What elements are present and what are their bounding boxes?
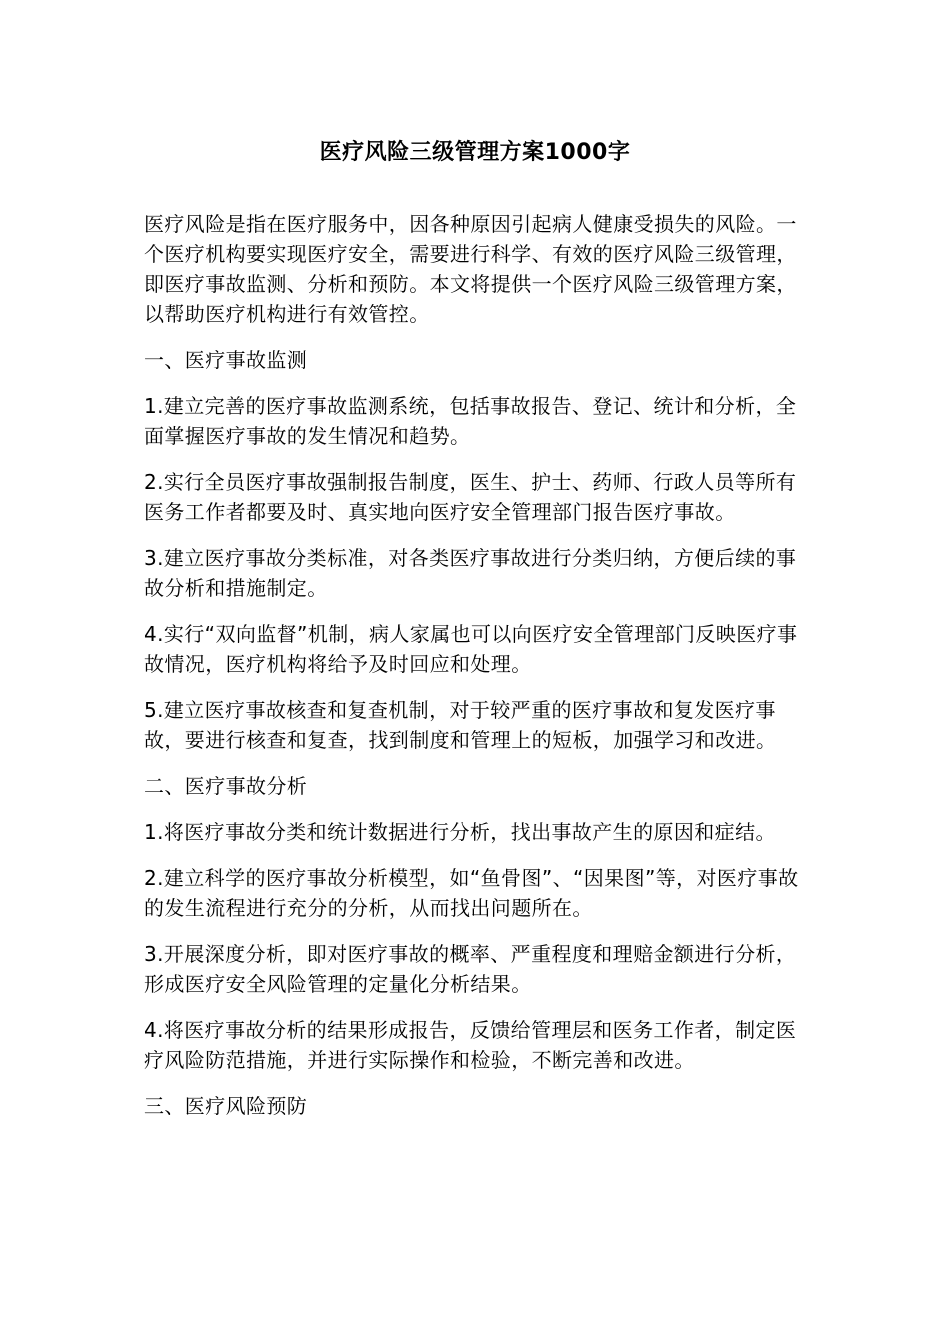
list-item: 1.将医疗事故分类和统计数据进行分析，找出事故产生的原因和症结。 [144,820,776,844]
intro-paragraph: 医疗风险是指在医疗服务中，因各种原因引起病人健康受损失的风险。一个医疗机构要实现医疗安全，需要进行科学、有效的医疗风险三级管理，即医疗事故监测、分析和预防。本文将提供一个医疗风险三级管理方案，以帮助医疗机构进行有效管控。 [144,212,797,326]
document-title: 医疗风险三级管理方案1000字 [319,140,631,165]
list-item: 4.实行“双向监督”机制，病人家属也可以向医疗安全管理部门反映医疗事故情况，医疗机构将给予及时回应和处理。 [144,622,798,676]
list-item: 2.实行全员医疗事故强制报告制度，医生、护士、药师、行政人员等所有医务工作者都要及时、真实地向医疗安全管理部门报告医疗事故。 [144,470,797,524]
document-body [144,209,808,1137]
list-item: 1.建立完善的医疗事故监测系统，包括事故报告、登记、统计和分析，全面掌握医疗事故的发生情况和趋势。 [144,394,797,448]
list-item: 3.开展深度分析，即对医疗事故的概率、严重程度和理赔金额进行分析，形成医疗安全风险管理的定量化分析结果。 [144,942,797,996]
list-item: 4.将医疗事故分析的结果形成报告，反馈给管理层和医务工作者，制定医疗风险防范措施，并进行实际操作和检验，不断完善和改进。 [144,1018,797,1072]
list-item: 5.建立医疗事故核查和复查机制，对于较严重的医疗事故和复发医疗事故，要进行核查和复查，找到制度和管理上的短板，加强学习和改进。 [144,698,777,752]
section-heading-analysis: 二、医疗事故分析 [144,774,308,798]
list-item: 3.建立医疗事故分类标准，对各类医疗事故进行分类归纳，方便后续的事故分析和措施制定。 [144,546,797,600]
list-item: 2.建立科学的医疗事故分析模型，如“鱼骨图”、“因果图”等，对医疗事故的发生流程进行充分的分析，从而找出问题所在。 [144,866,799,920]
section-heading-prevention: 三、医疗风险预防 [144,1094,308,1118]
section-heading-monitoring: 一、医疗事故监测 [144,348,308,372]
